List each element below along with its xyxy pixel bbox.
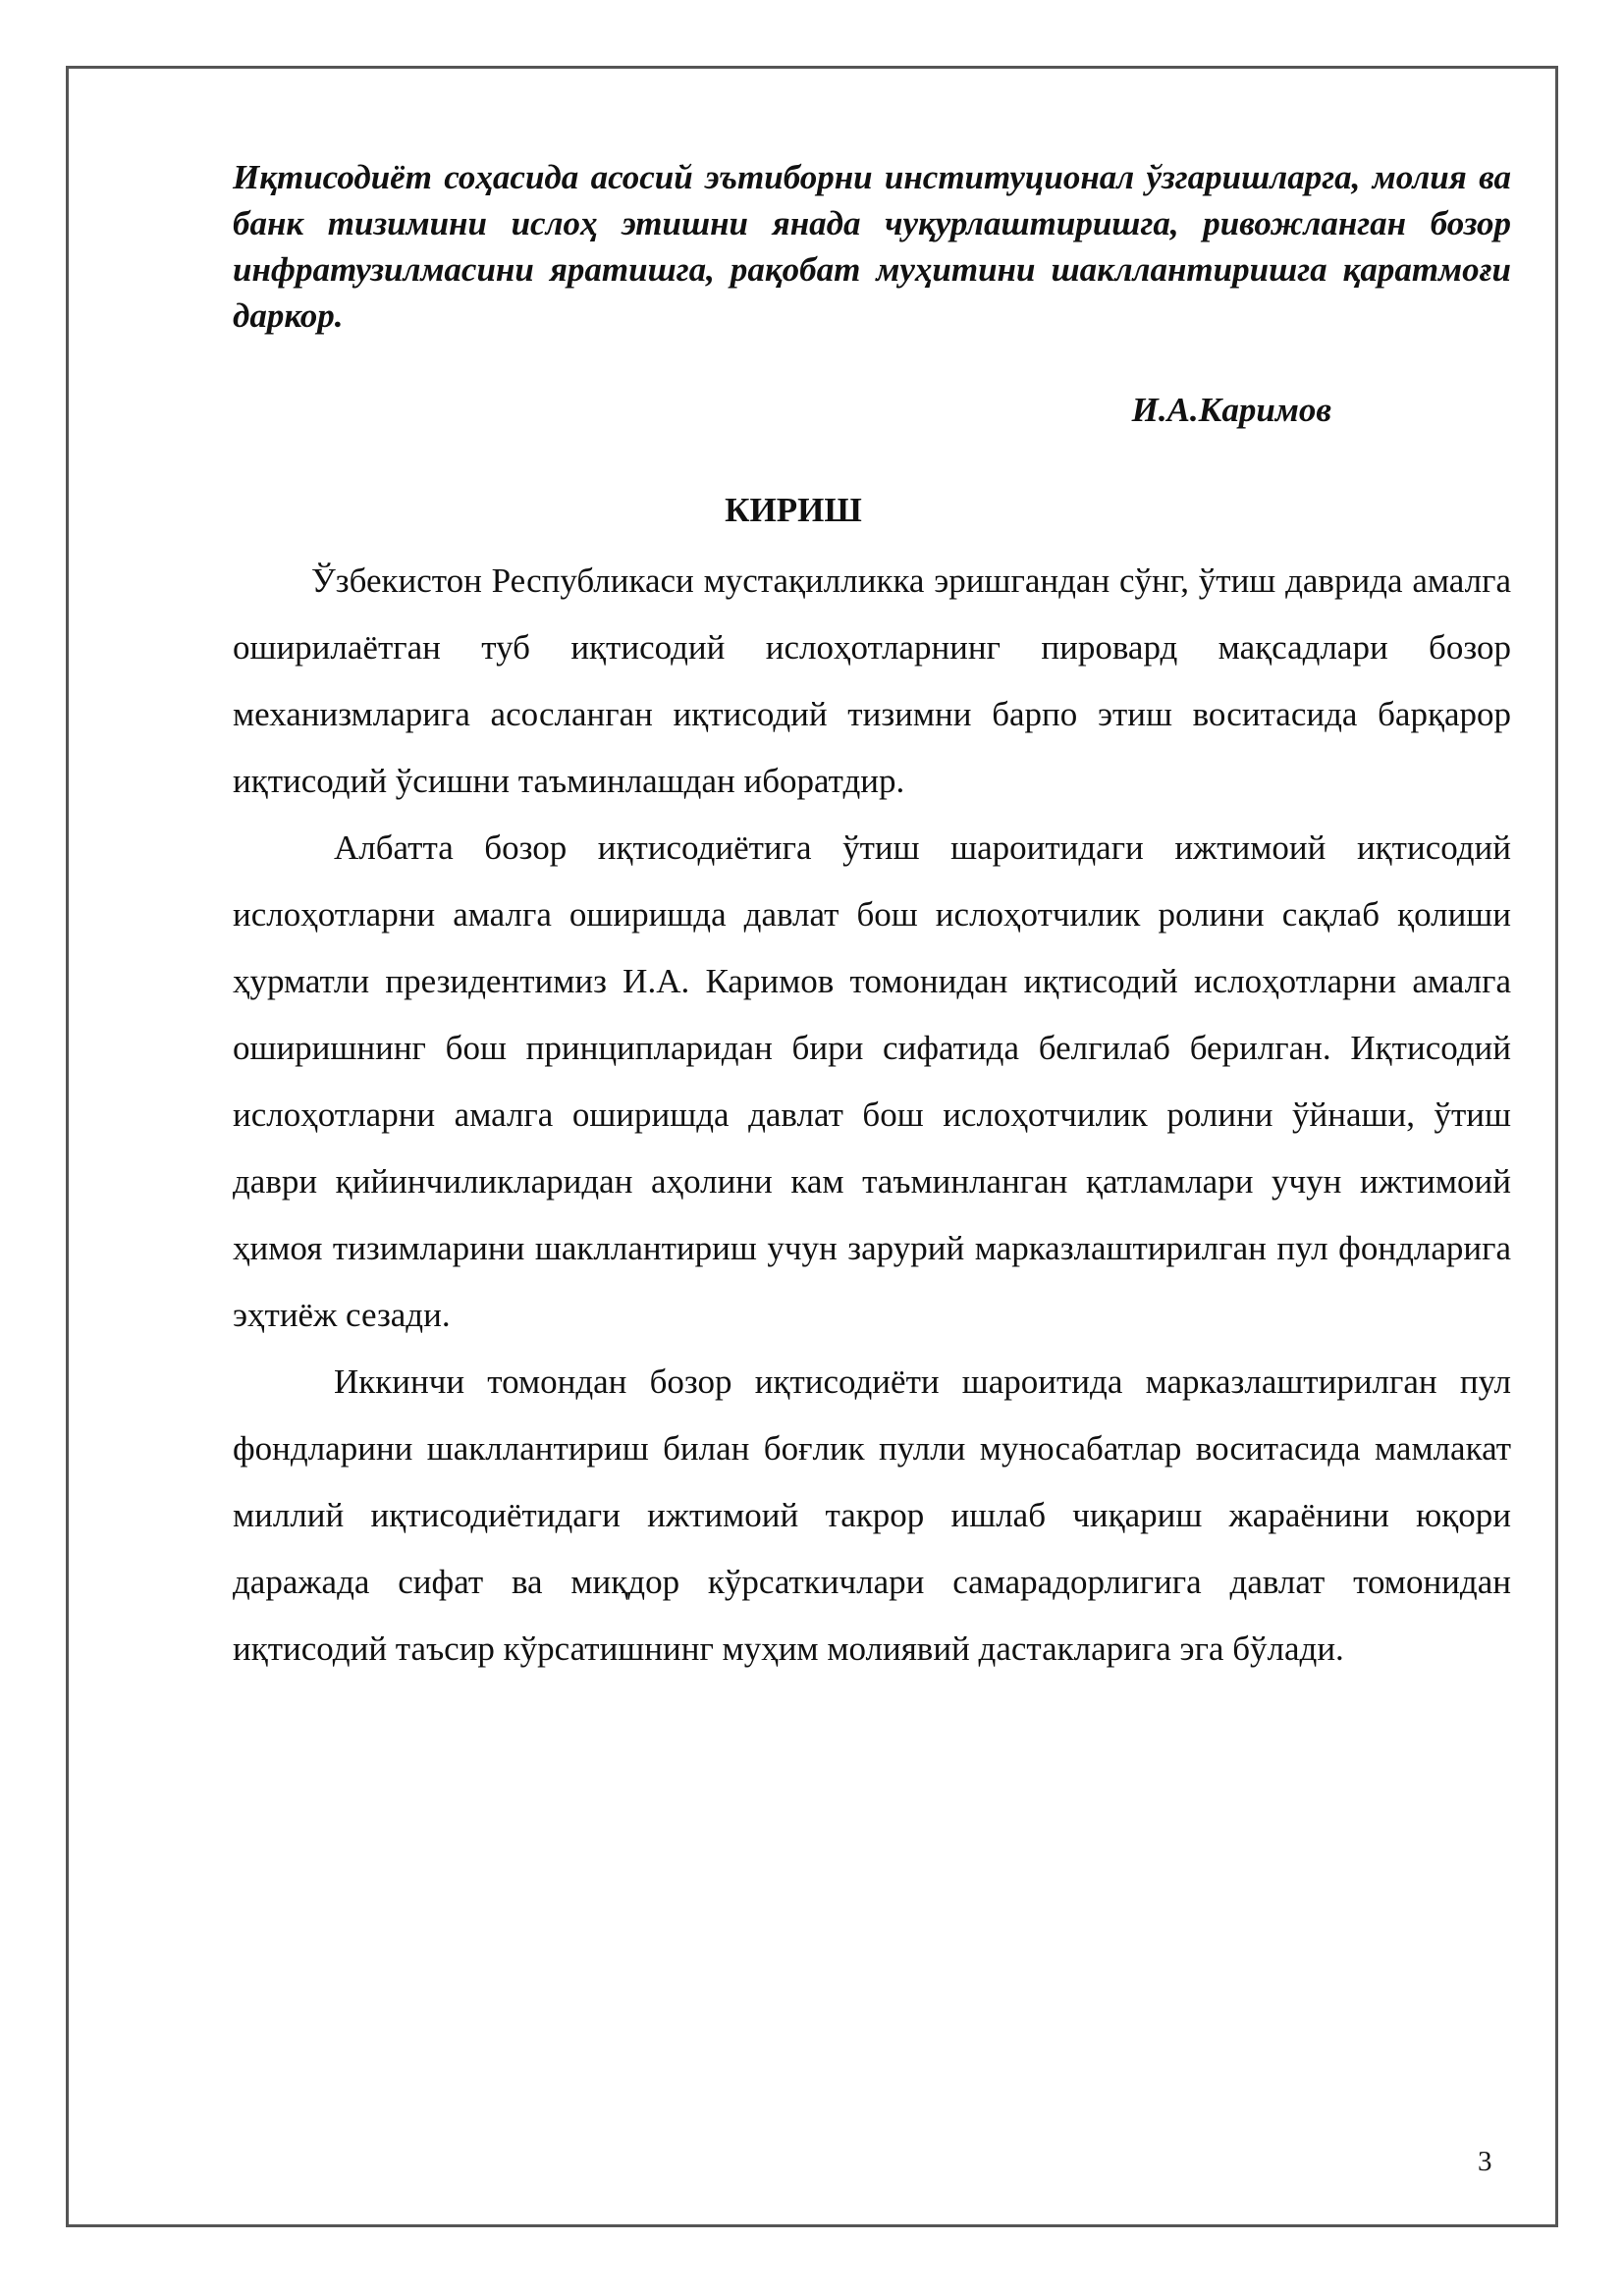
epigraph-author: И.А.Каримов xyxy=(1131,391,1331,429)
section-heading: КИРИШ xyxy=(725,491,862,529)
epigraph-quote: Иқтисодиёт соҳасида асосий эътиборни институционал ўзгаришларга, молия ва банк тизимини ислоҳ этишни янада чуқурлаштиришга, ривожланган бозор инфратузилмасини яратишга, рақобат муҳитини шакллантиришга қаратмоғи даркор. xyxy=(233,158,1511,335)
paragraph: Албатта бозор иқтисодиётига ўтиш шароитидаги ижтимоий иқтисодий ислоҳотларни амалга оширишда давлат бош ислоҳотчилик ролини сақлаб қолиши ҳурматли президентимиз И.А. Каримов томонидан иқтисодий ислоҳотларни амалга оширишнинг бош принципларидан бири сифатида белгилаб берилган. Иқтисодий ислоҳотларни амалга оширишда давлат бош ислоҳотчилик ролини ўйнаши, ўтиш даври қийинчиликларидан аҳолини кам таъминланган қатламлари учун ижтимоий ҳимоя тизимларини шакллантириш учун зарурий марказлаштирилган пул фондларига эҳтиёж сезади. xyxy=(233,828,1511,1334)
paragraph: Ўзбекистон Республикаси мустақилликка эришгандан сўнг, ўтиш даврида амалга оширилаётган туб иқтисодий ислоҳотларнинг пировард мақсадлари бозор механизмларига асосланган иқтисодий тизимни барпо этиш воситасида барқарор иқтисодий ўсишни таъминлашдан иборатдир. xyxy=(233,561,1511,800)
page-number: 3 xyxy=(1478,2146,1492,2177)
body-text xyxy=(233,548,1511,1682)
paragraph: Иккинчи томондан бозор иқтисодиёти шароитида марказлаштирилган пул фондларини шакллантириш билан боғлик пулли муносабатлар воситасида мамлакат миллий иқтисодиётидаги ижтимоий такрор ишлаб чиқариш жараёнини юқори даражада сифат ва миқдор кўрсаткичлари самарадорлигига давлат томонидан иқтисодий таъсир кўрсатишнинг муҳим молиявий дастакларига эга бўлади. xyxy=(233,1362,1511,1668)
